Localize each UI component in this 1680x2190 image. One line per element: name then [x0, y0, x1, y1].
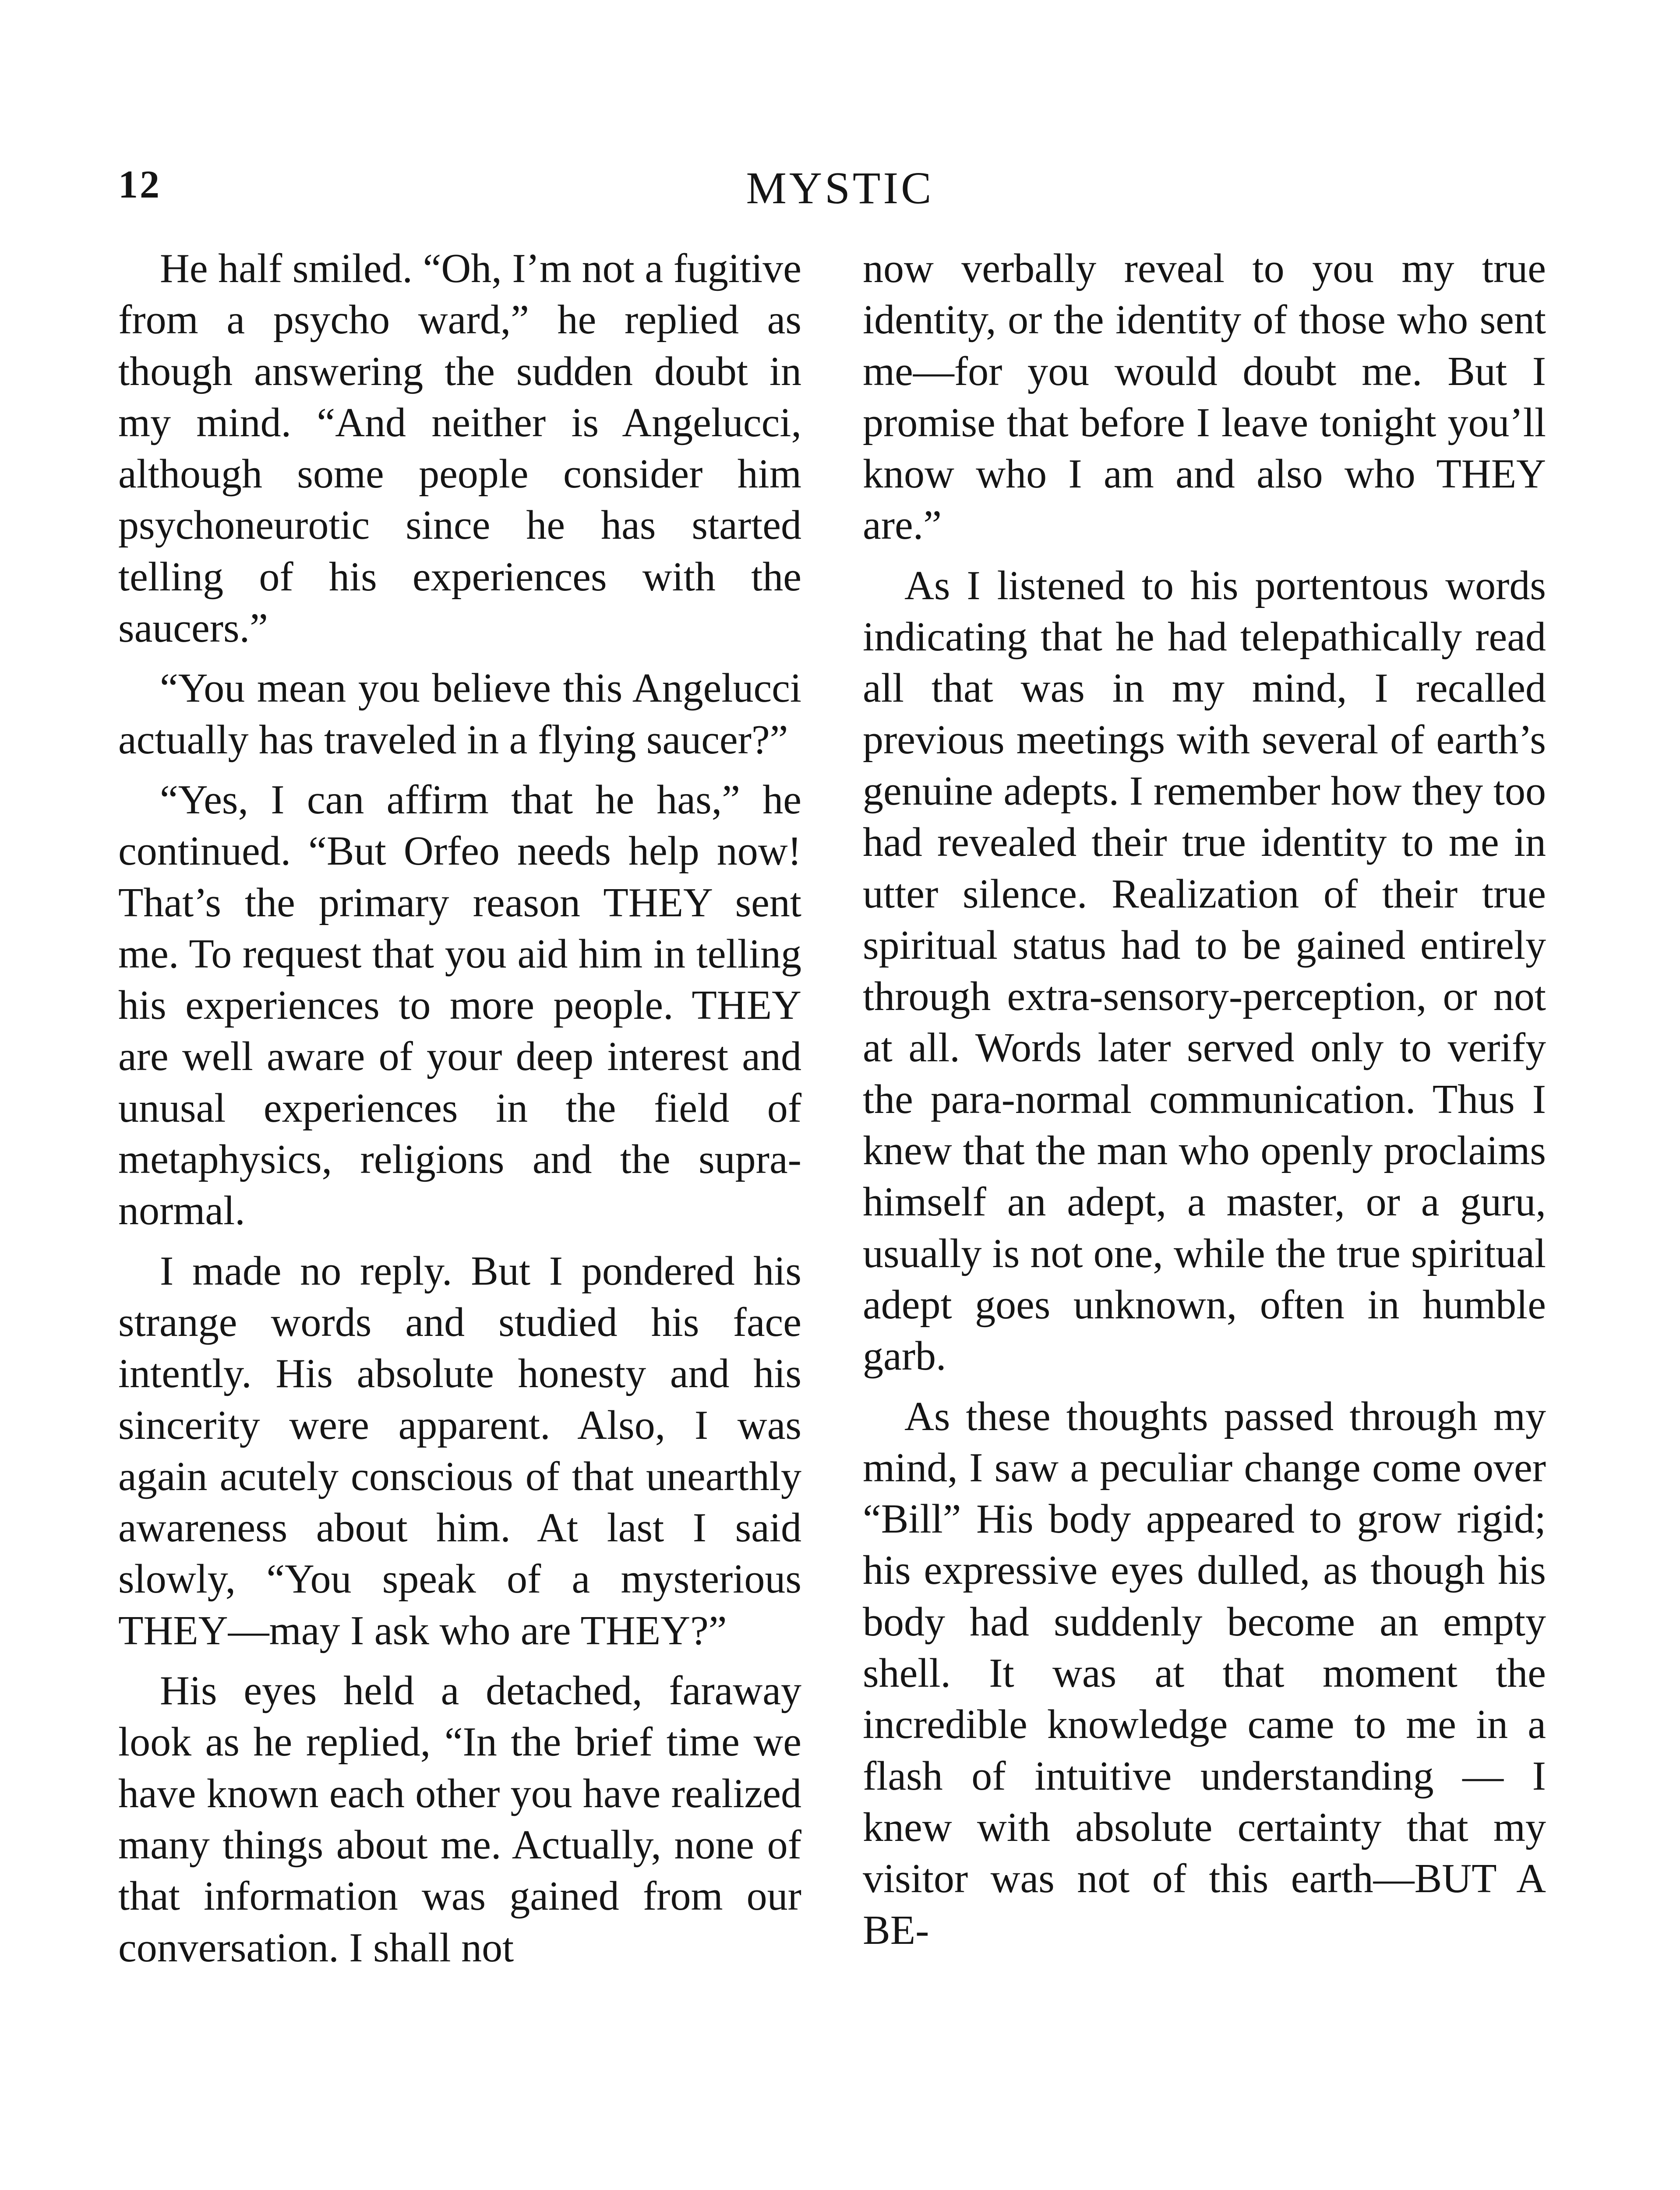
paragraph-continuation: now verbally reveal to you my true identity, or the identity of those who sent me—for you would doubt me. But I promise that before I leave tonight you’ll know who I am and also who THEY are.” [863, 246, 1546, 548]
right-column [863, 243, 1546, 1965]
paragraph: As these thoughts passed through my mind, I saw a peculiar change come over “Bill” His body appeared to grow rigid; his expressive eyes dulled, as though his body had suddenly become an empty shell. It was at that moment the incredible knowledge came to me in a flash of intuitive understanding — I knew with absolute certainty that my visitor was not of this earth—BUT A BE- [863, 1393, 1546, 1953]
paragraph: As I listened to his portentous words indicating that he had telepathically read all that was in my mind, I recalled previous meetings with several of earth’s genuine adepts. I remember how they too had revealed their true identity to me in utter silence. Realization of their true spiritual status had to be gained entirely through extra-sensory-perception, or not at all. Words later served only to verify the para-normal communication. Thus I knew that the man who openly proclaims himself an adept, a master, or a guru, usually is not one, while the true spiritual adept goes unknown, often in humble garb. [863, 562, 1546, 1379]
paragraph: I made no reply. But I pondered his strange words and studied his face intently. His absolute honesty and his sincerity were apparent. Also, I was again acutely conscious of that unearthly awareness about him. At last I said slowly, “You speak of a mysterious THEY—may I ask who are THEY?” [118, 1248, 801, 1653]
paragraph: His eyes held a detached, faraway look as he replied, “In the brief time we have known each other you have realized many things about me. Actually, none of that information was gained from our conversation. I shall not [118, 1668, 801, 1971]
page-number: 12 [118, 163, 161, 206]
left-column [118, 243, 801, 1982]
paragraph: “You mean you believe this Angelucci actually has traveled in a flying saucer?” [118, 665, 801, 763]
running-title: MYSTIC [746, 163, 934, 213]
paragraph: “Yes, I can affirm that he has,” he continued. “But Orfeo needs help now! That’s the primary reason THEY sent me. To request that you aid him in telling his experiences to more people. THEY are well aware of your deep interest and unusal experiences in the field of metaphysics, religions and the supra-normal. [118, 777, 801, 1234]
paragraph: He half smiled. “Oh, I’m not a fugitive from a psycho ward,” he replied as though answering the sudden doubt in my mind. “And neither is Angelucci, although some people consider him psychoneurotic since he has started telling of his experiences with the saucers.” [118, 246, 801, 651]
